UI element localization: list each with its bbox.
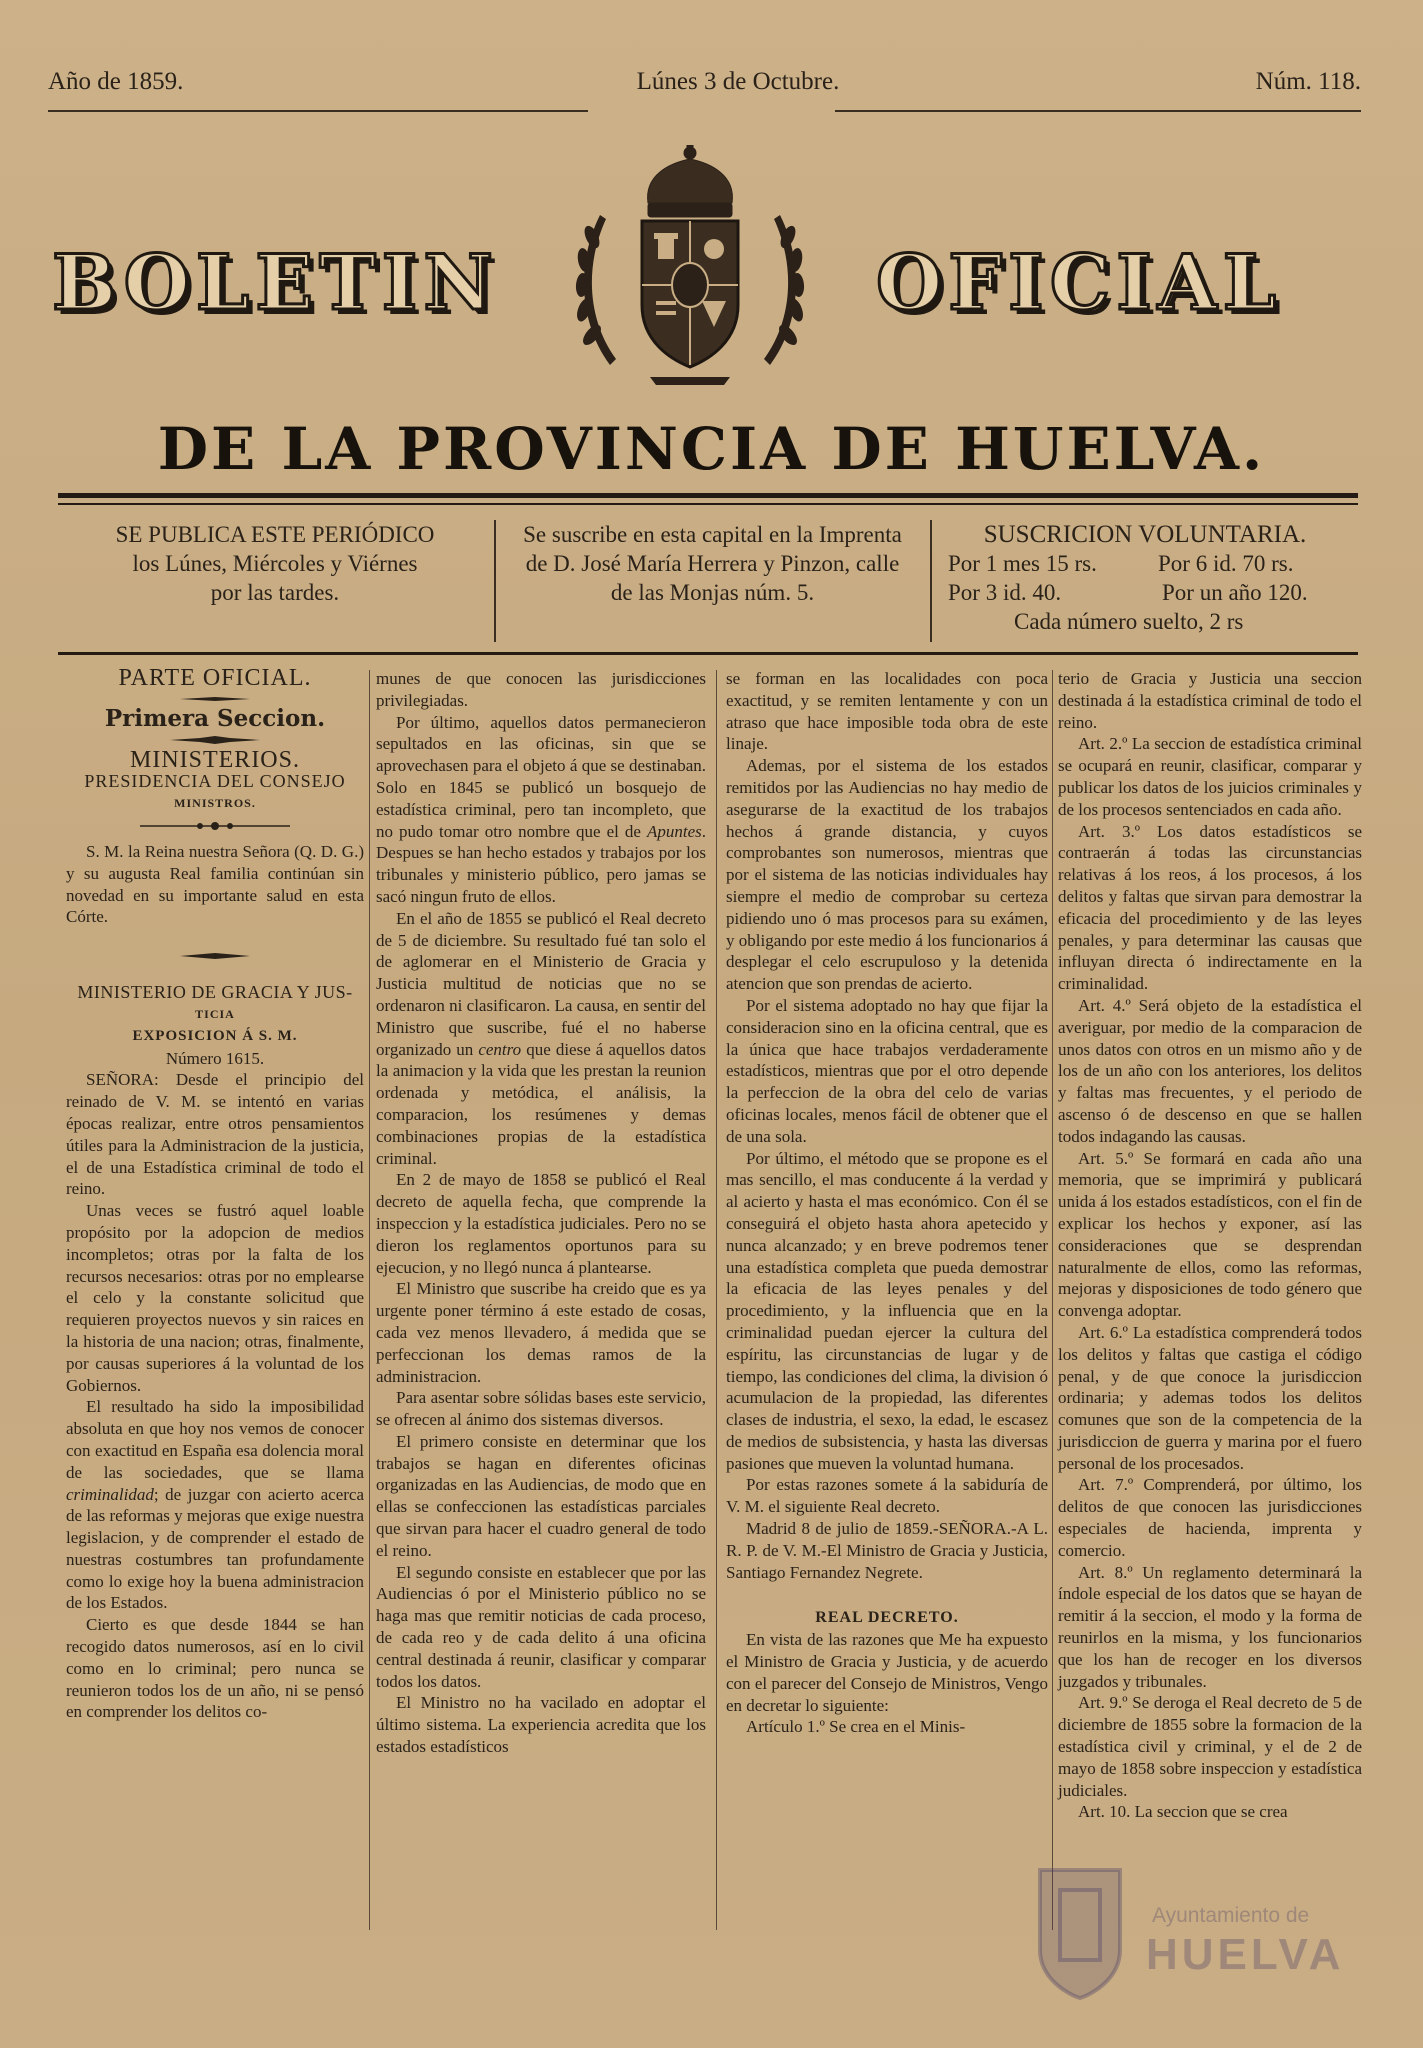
paragraph: Madrid 8 de julio de 1859.-SEÑORA.-A L. R. P. de V. M.-El Ministro de Gracia y Justicia, Santiago Fernandez Negrete. xyxy=(726,1519,1048,1582)
paragraph xyxy=(376,908,706,1170)
section-subtitle: Primera Seccion. xyxy=(104,704,326,732)
issue-header xyxy=(48,62,1361,102)
paragraph: El Ministro que suscribe ha creido que es ya urgente poner término á este estado de cosas, cada vez menos llevadero, á medida que se perfeccionan los demas ramos de la administracion. xyxy=(376,1279,706,1386)
paragraph: En vista de las razones que Me ha expuesto el Ministro de Gracia y Justicia, y de acuerdo con el parecer del Consejo de Ministros, Vengo en decretar lo siguiente: xyxy=(726,1630,1048,1715)
info-rule-bottom xyxy=(58,652,1358,655)
paragraph: SEÑORA: Desde el principio del reinado de V. M. se intentó en varias épocas realizar, entre otros pensamientos útiles para la Administracion de la justicia, el de una Estadística criminal de todo el reino. xyxy=(66,1070,364,1199)
paragraph: Art. 8.º Un reglamento determinará la índole especial de los datos que se hayan de remitir á la seccion, el modo y la forma de reunirlos en la misma, y los funcionarios que los han de recoger en los diversos juzgados y tribunales. xyxy=(1058,1562,1362,1691)
info-divider xyxy=(494,520,496,642)
watermark-city: HUELVA xyxy=(1146,1930,1345,1979)
text-run-italic: criminalidad xyxy=(66,1484,154,1504)
text-run: En el año de 1855 se publicó el Real decreto de 5 de diciembre. Su resultado fué tan solo el de aglomerar en el Ministerio de Gracia y Justicia multitud de noticias que no se ordenaron ni clasificaron. La causa, en sentir del Ministro que suscribe, fué el no haberse organizado un xyxy=(376,908,706,1059)
column-1 xyxy=(66,665,364,1723)
column-divider xyxy=(369,670,370,1930)
info-line: SE PUBLICA ESTE PERIÓDICO xyxy=(115,522,435,547)
paragraph: Art. 3.º Los datos estadísticos se contraerán á todas las circunstancias relativas á los reos, á los procesos, á los delitos y faltas que sirvan para demostrar la eficacia del procedimiento y de las leyes penales, y para determinar las causas que influyan directa ó indirectamente en la criminalidad. xyxy=(1058,821,1362,994)
royal-decree-heading: REAL DECRETO. xyxy=(815,1609,959,1627)
price-item: Por 6 id. 70 rs. xyxy=(1158,551,1294,576)
presidency-heading: PRESIDENCIA DEL CONSEJO xyxy=(84,771,346,792)
masthead-rule-thick xyxy=(58,493,1358,498)
paragraph: Por último, el método que se propone es el mas sencillo, el mas conducente á la verdad y al acierto y hasta el mas económico. Con él se conseguirá el objeto hasta ahora apetecido y nunca alcanzado; y en breve podremos tener una estadística completa que pueda demostrar la eficacia de las leyes penales y del procedimiento, y la influencia que en la criminalidad puedan ejercer la cultura del espíritu, las circunstancias de lugar y de tiempo, las condiciones del clima, la division ó acumulacion de la propiedad, las diferentes clases de industria, el sexo, la edad, le escasez de medios de subsistencia, y hasta las diversas pasiones que mueven la voluntad humana. xyxy=(726,1148,1048,1473)
text-run-italic: centro xyxy=(478,1039,522,1059)
header-rule-left xyxy=(48,110,588,112)
watermark-line: Ayuntamiento de xyxy=(1152,1904,1310,1927)
header-rule-right xyxy=(835,110,1361,112)
paragraph: Art. 4.º Será objeto de la estadística el averiguar, por medio de la comparacion de unos datos con otros en un mismo año y de los de un año con los anteriores, los delitos y faltas mas frecuentes, y el periodo de ascenso ó de descenso en que se hallen todos indagando las causas. xyxy=(1058,995,1362,1146)
paragraph: munes de que conocen las jurisdicciones privilegiadas. xyxy=(376,669,706,710)
text-run-italic: Apuntes xyxy=(646,821,702,841)
text-run: ; de juzgar con acierto acerca de las reformas y mejoras que exige nuestra legislacion, y de comprender el estado de nuestras costumbres tan profundamente como lo exige hoy la buena administracion de los Estados. xyxy=(66,1484,364,1613)
column-4 xyxy=(1058,668,1362,1823)
typographic-ornament-icon xyxy=(140,821,290,831)
exposition-heading: EXPOSICION Á S. M. xyxy=(132,1027,298,1044)
city-crest-icon xyxy=(1030,1850,1130,2000)
paragraph: Art. 6.º La estadística comprenderá todos los delitos y faltas que castiga el código penal, y de que conoce la jurisdiccion ordinaria; y ademas todos los delitos comunes que son de la competencia de la jurisdiccion de guerra y marina por el fuero personal de los procesados. xyxy=(1058,1322,1362,1473)
column-divider xyxy=(716,670,717,1930)
typographic-ornament-icon xyxy=(180,696,250,702)
paragraph: Unas veces se fustró aquel loable propósito por la adopcion de medios incompletos; otras por la falta de los recursos necesarios: otras por no emplearse el celo y la constante solicitud que requieren proyectos nuevos y sin raices en la historia de una nacion; otras, finalmente, por causas superiores á la voluntad de los Gobiernos. xyxy=(66,1201,364,1395)
info-line: de D. José María Herrera y Pinzon, calle xyxy=(525,551,900,576)
document-number: Número 1615. xyxy=(165,1048,265,1068)
paragraph: El segundo consiste en establecer que por las Audiencias ó por el Ministerio público no se haga mas que remitir noticias de cada proceso, de cada reo y de cada delito á una oficina central destinada á reunir, clasificar y comparar todos los datos. xyxy=(376,1562,706,1691)
price-row xyxy=(940,578,1350,607)
issue-date: Lúnes 3 de Octubre. xyxy=(636,68,840,95)
subscription-prices xyxy=(940,520,1350,640)
text-run: El resultado ha sido la imposibilidad absoluta en que hoy nos vemos de conocer con exactitud en España esa dolencia moral de las sociedades, que se llama xyxy=(66,1397,364,1482)
paragraph: Por el sistema adoptado no hay que fijar la consideracion sino en la oficina central, que es la única que hace trabajos verdaderamente estadísticos, mientras que por el otro depende la perfeccion de la obra del celo de varias oficinas locales, menos fácil de obtener que el de una sola. xyxy=(726,995,1048,1146)
paragraph: Cierto es que desde 1844 se han recogido datos numerosos, así en lo civil como en lo criminal; pero nunca se reunieron todos los de un año, ni se pensó en comprender los delitos co- xyxy=(66,1615,364,1722)
paragraph: Art. 10. La seccion que se crea xyxy=(1078,1802,1288,1822)
paragraph: Por estas razones somete á la sabiduría de V. M. el siguiente Real decreto. xyxy=(726,1475,1048,1517)
paragraph: Art. 2.º La seccion de estadística criminal se ocupará en reunir, clasificar, comparar y publicar los datos de los juicios criminales y de los procesos sentenciados en cada año. xyxy=(1058,734,1362,819)
paragraph: En 2 de mayo de 1858 se publicó el Real decreto de aquella fecha, que comprende la inspeccion y la estadística judiciales. Pero no se dieron los reglamentos oportunos para su ejecucion, y no llegó nunca á plantearse. xyxy=(376,1170,706,1277)
paragraph: El Ministro no ha vacilado en adoptar el último sistema. La experiencia acredita que los estados estadísticos xyxy=(376,1693,706,1757)
royal-coat-of-arms-icon xyxy=(540,145,840,390)
issue-year: Año de 1859. xyxy=(48,68,184,95)
typographic-ornament-icon xyxy=(180,952,250,960)
info-line: los Lúnes, Miércoles y Viérnes xyxy=(132,551,418,576)
info-line: por las tardes. xyxy=(210,580,340,605)
paragraph: Art. 9.º Se deroga el Real decreto de 5 de diciembre de 1855 sobre la formacion de la estadística civil y criminal, y el de 2 de mayo de 1858 sobre inspeccion y estadística judiciales. xyxy=(1058,1693,1362,1800)
price-row xyxy=(940,549,1350,578)
price-row xyxy=(940,607,1350,636)
masthead-oficial: OFICIAL xyxy=(876,238,1283,327)
paragraph: Ademas, por el sistema de los estados remitidos por las Audiencias no hay medio de asegurarse de la exactitud de los trabajos hechos á grande distancia, y cuyos comprobantes son numerosos, mientras que por el sistema de las noticias individuales hay siempre el medio de comprobar su certeza pidiendo uno ó mas procesos para su exámen, y obligando por este medio á los funcionarios á desplegar el celo escrupuloso y la detenida atencion que son prendas de acierto. xyxy=(726,756,1048,994)
archive-watermark xyxy=(1020,1850,1360,2000)
paragraph xyxy=(376,712,706,908)
section-title: PARTE OFICIAL. xyxy=(118,665,312,691)
column-2 xyxy=(376,668,706,1758)
price-item: Cada número suelto, 2 rs xyxy=(1014,609,1244,634)
paragraph: Para asentar sobre sólidas bases este servicio, se ofrecen al ánimo dos sistemas diversos. xyxy=(376,1388,706,1430)
prices-heading: SUSCRICION VOLUNTARIA. xyxy=(983,521,1307,548)
price-item: Por 3 id. 40. xyxy=(948,580,1062,605)
info-divider xyxy=(930,520,932,642)
paragraph: terio de Gracia y Justicia una seccion destinada á la estadística criminal de todo el reino. xyxy=(1058,669,1362,732)
paragraph: S. M. la Reina nuestra Señora (Q. D. G.) y su augusta Real familia continúan sin novedad en su importante salud en esta Córte. xyxy=(66,841,364,927)
ministry-subheading: TICIA xyxy=(195,1006,235,1021)
info-line: Se suscribe en esta capital en la Imprenta xyxy=(523,522,902,547)
paragraph: Art. 5.º Se formará en cada año una memoria, que se imprimirá y publicará unida á los estados estadísticos, con el fin de explicar los hechos y exponer, así las consideraciones que se desprendan naturalmente de ellos, como las reformas, mejoras y disposiciones de todo género que convenga adoptar. xyxy=(1058,1148,1362,1321)
paragraph: Art. 7.º Comprenderá, por último, los delitos de que conocen las jurisdicciones especiales de hacienda, imprenta y comercio. xyxy=(1058,1475,1362,1560)
column-divider xyxy=(1052,670,1053,1930)
masthead-province: DE LA PROVINCIA DE HUELVA. xyxy=(157,415,1266,483)
price-item: Por un año 120. xyxy=(1162,580,1308,605)
text-run: . Despues se han hecho estados y trabajos por los tribunales y ministerio público, pero jamas se sacó ningun fruto de ellos. xyxy=(376,821,706,906)
paragraph xyxy=(66,1396,364,1614)
price-item: Por 1 mes 15 rs. xyxy=(948,551,1097,576)
presidency-subheading: MINISTROS. xyxy=(174,796,256,811)
typographic-ornament-icon xyxy=(170,736,260,744)
text-run: que diese á aquellos datos la animacion y la vida que les prestan la reunion ordenada y metódica, el análisis, la comparacion, los resúmenes y demas combinaciones propias de la estadística criminal. xyxy=(376,1039,707,1168)
paragraph: El primero consiste en determinar que los trabajos se hagan en diferentes oficinas organizadas en las Audiencias, de modo que en ellas se confeccionen las estadísticas parciales que sirvan para hacer el cuadro general de todo el reino. xyxy=(376,1431,706,1560)
masthead-rule-thin xyxy=(58,503,1358,505)
publication-schedule xyxy=(60,520,490,640)
masthead-boletin: BOLETIN xyxy=(52,238,499,327)
text-run: Por último, aquellos datos permanecieron sepultados en las oficinas, sin que se aprovechasen para el objeto á que se destinaban. Solo en 1845 se publicó un bosquejo de estadística criminal, pero tan incompleto, que no pudo tomar otro nombre que el de xyxy=(376,712,706,841)
column-3 xyxy=(726,668,1048,1738)
ministries-heading: MINISTERIOS. xyxy=(129,746,300,773)
paragraph: Artículo 1.º Se crea en el Minis- xyxy=(746,1717,966,1737)
paragraph: se forman en las localidades con poca exactitud, y se remiten lentamente y con un atraso que hace imposible toda obra de este linaje. xyxy=(726,669,1048,754)
info-line: de las Monjas núm. 5. xyxy=(610,580,815,605)
issue-number: Núm. 118. xyxy=(1255,68,1361,95)
ministry-heading: MINISTERIO DE GRACIA Y JUS- xyxy=(77,982,353,1003)
subscription-address xyxy=(500,520,925,640)
